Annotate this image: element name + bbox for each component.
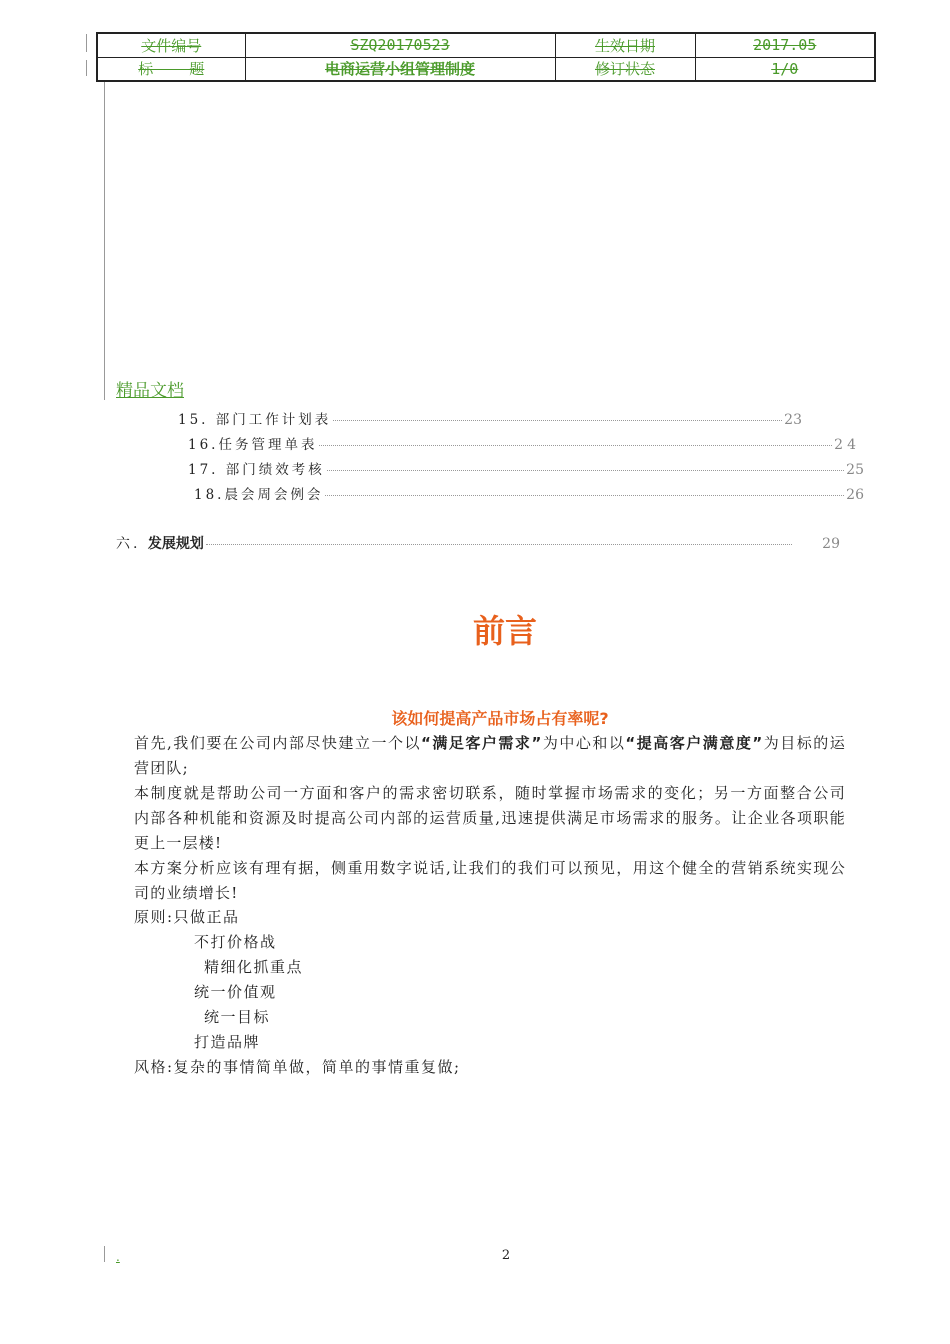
title-label: 标 题 xyxy=(97,57,245,81)
toc-item-page: 23 xyxy=(784,412,802,428)
margin-mark xyxy=(104,80,105,400)
toc-item-page: 24 xyxy=(834,437,860,453)
toc-item-label: 17. 部门绩效考核 xyxy=(188,462,325,478)
p1-text-a: 首先,我们要在公司内部尽快建立一个以 xyxy=(134,734,421,752)
revision-label: 修订状态 xyxy=(555,57,695,81)
toc-item[interactable] xyxy=(188,458,864,478)
toc-leader-dots xyxy=(327,470,844,471)
toc-section-6-prefix: 六. xyxy=(116,536,141,552)
toc-item-label: 16.任务管理单表 xyxy=(188,437,318,453)
p1-highlight-1: “满足客户需求” xyxy=(421,734,543,752)
preface-title: 前言 xyxy=(472,612,537,650)
principle-item: 统一价值观 xyxy=(194,983,277,1001)
toc-section-6-title xyxy=(116,533,204,553)
doc-number-label: 文件编号 xyxy=(97,33,245,57)
p1-text-b: 为中心和以 xyxy=(542,734,626,752)
preface-paragraph-2: 本制度就是帮助公司一方面和客户的需求密切联系，随时掌握市场需求的变化；另一方面整合公司内部各种机能和资源及时提高公司内部的运营质量,迅速提供满足市场需求的服务。让企业各项职能更上一层楼! xyxy=(134,784,846,852)
header-row-1 xyxy=(97,33,875,57)
preface-paragraph-3: 本方案分析应该有理有据，侧重用数字说话,让我们的我们可以预见，用这个健全的营销系统实现公司的业绩增长! xyxy=(134,859,846,902)
toc-section-6-page: 29 xyxy=(822,536,840,552)
preface-paragraph-1 xyxy=(134,731,846,781)
toc-item-label: 15. 部门工作计划表 xyxy=(178,412,332,428)
style-line: 风格:复杂的事情简单做，简单的事情重复做; xyxy=(134,1058,461,1076)
toc-section-6-label: 发展规划 xyxy=(147,536,204,552)
effective-date-value: 2017.05 xyxy=(695,33,875,57)
preface-question: 该如何提高产品市场占有率呢? xyxy=(391,709,609,728)
toc-leader-dots xyxy=(333,420,782,421)
toc-item[interactable] xyxy=(188,433,860,453)
header-row-2 xyxy=(97,57,875,81)
principle-item: 统一目标 xyxy=(204,1008,271,1026)
watermark-label: 精品文档 xyxy=(116,381,184,401)
p1-text-c: 为目标的运营团队; xyxy=(134,734,846,777)
toc-item[interactable] xyxy=(178,408,802,428)
doc-number-value: SZQ20170523 xyxy=(245,33,555,57)
toc-leader-dots xyxy=(325,495,844,496)
margin-mark xyxy=(86,34,87,52)
principle-item: 不打价格战 xyxy=(194,933,277,951)
revision-value: 1/0 xyxy=(695,57,875,81)
toc-item[interactable] xyxy=(194,483,864,503)
margin-mark xyxy=(86,60,87,76)
principle-item: 精细化抓重点 xyxy=(204,958,304,976)
toc-item-page: 26 xyxy=(846,487,864,503)
footer-dot: . xyxy=(116,1250,120,1264)
page-number: 2 xyxy=(501,1248,511,1263)
toc-item-label: 18.晨会周会例会 xyxy=(194,487,324,503)
effective-date-label: 生效日期 xyxy=(555,33,695,57)
toc-leader-dots xyxy=(319,445,832,446)
principle-item: 打造品牌 xyxy=(194,1033,261,1051)
p1-highlight-2: “提高客户满意度” xyxy=(625,734,764,752)
toc-section-6[interactable] xyxy=(116,533,840,553)
document-header-table xyxy=(96,32,876,82)
toc-leader-dots xyxy=(206,544,792,545)
principles-label: 原则:只做正品 xyxy=(134,908,240,926)
toc-item-page: 25 xyxy=(846,462,864,478)
title-value: 电商运营小组管理制度 xyxy=(245,57,555,81)
